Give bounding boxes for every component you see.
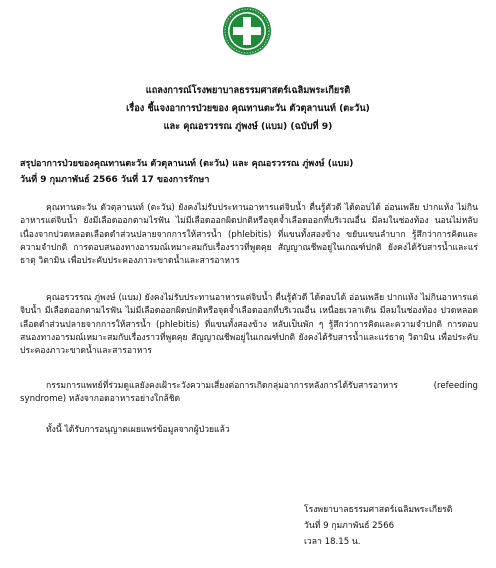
paragraph-bam <box>20 292 478 359</box>
statement-subject-cont: และ คุณอรวรรณ ภู่พงษ์ (แบม) (ฉบับที่ 9) <box>163 121 333 132</box>
paragraph-refeeding-text: กรรมการแพทย์ที่ร่วมดูแลยังคงเฝ้าระวังความเสี่ยงต่อการเกิดกลุ่มอาการหลังการได้รับสารอาหาร (refeeding syndrome) หลังจากอดอาหารอย่างใกล้ชิด <box>20 381 478 405</box>
signature-date: วันที่ 9 กุมภาพันธ์ 2566 <box>304 521 395 531</box>
paragraph-refeeding <box>20 380 478 407</box>
paragraph-consent <box>20 424 478 437</box>
summary-date: วันที่ 9 กุมภาพันธ์ 2566 วันที่ 17 ของการรักษา <box>20 175 210 185</box>
paragraph-tawan-text: คุณทานตะวัน ตัวตุลานนท์ (ตะวัน) ยังคงไม่รับประทานอาหารแต่จิบน้ำ ตื่นรู้ตัวดี ได้ตอบได้ อ่อนเพลีย ปากแห้ง ไม่กินอาหารแต่จิบน้ำ ยังมีเลือดออกตามไรฟัน ไม่มีเลือดออกผิดปกติหรือจุดจ้ำเลือดออกที่บริเวณอื่น มีลมในช่องท้อง นอนไม่หลับเนื่องจากปวดหลอดเลือดดำส่วนปลายจากการให้สารน้ำ (phlebitis) ที่แขนทั้งสองข้าง ขยับแขนลำบาก รู้สึกว่าการคิดและความจำปกติ การตอบสนองทางอารมณ์เหมาะสมกับเรื่องราวที่พูดคุย สัญญาณชีพอยู่ในเกณฑ์ปกติ ยังคงได้รับสารน้ำและแร่ธาตุ วิตามิน เพื่อประคับประคองภาวะขาดน้ำและสารอาหาร <box>20 203 478 267</box>
signature-time: เวลา 18.15 น. <box>304 537 361 547</box>
statement-subject: เรื่อง ชี้แจงอาการป่วยของ คุณทานตะวัน ตัวตุลานนท์ (ตะวัน) <box>126 103 370 114</box>
statement-title: แถลงการณ์โรงพยาบาลธรรมศาสตร์เฉลิมพระเกียรติ <box>145 85 351 96</box>
signature-org: โรงพยาบาลธรรมศาสตร์เฉลิมพระเกียรติ <box>304 505 453 515</box>
signature-block <box>304 504 474 552</box>
paragraph-bam-text: คุณอรวรรณ ภู่พงษ์ (แบม) ยังคงไม่รับประทานอาหารแต่จิบน้ำ ตื่นรู้ตัวดี ได้ตอบได้ อ่อนเพลีย ปากแห้ง ไม่กินอาหารแต่จิบน้ำ มีเลือดออกตามไรฟัน ไม่มีเลือดออกผิดปกติหรือจุดจ้ำเลือดออกที่บริเวณอื่น เหนื่อยเวลาเดิน มีลมในช่องท้อง ปวดหลอดเลือดดำส่วนปลายจากการให้สารน้ำ (phlebitis) ที่แขนทั้งสองข้าง หลับเป็นพัก ๆ รู้สึกว่าการคิดและความจำปกติ การตอบสนองทางอารมณ์เหมาะสมกับเรื่องราวที่พูดคุย สัญญาณชีพอยู่ในเกณฑ์ปกติ ยังคงได้รับสารน้ำและแร่ธาตุ วิตามิน เพื่อประคับประคองภาวะขาดน้ำและสารอาหาร <box>20 293 478 357</box>
paragraph-tawan <box>20 202 478 269</box>
hospital-logo <box>222 6 272 56</box>
summary-title: สรุปอาการป่วยของคุณทานตะวัน ตัวตุลานนท์ (ตะวัน) และ คุณอรวรรณ ภู่พงษ์ (แบม) <box>20 159 354 169</box>
paragraph-consent-text: ทั้งนี้ ได้รับการอนุญาตเผยแพร่ข้อมูลจากผู้ป่วยแล้ว <box>46 425 230 435</box>
